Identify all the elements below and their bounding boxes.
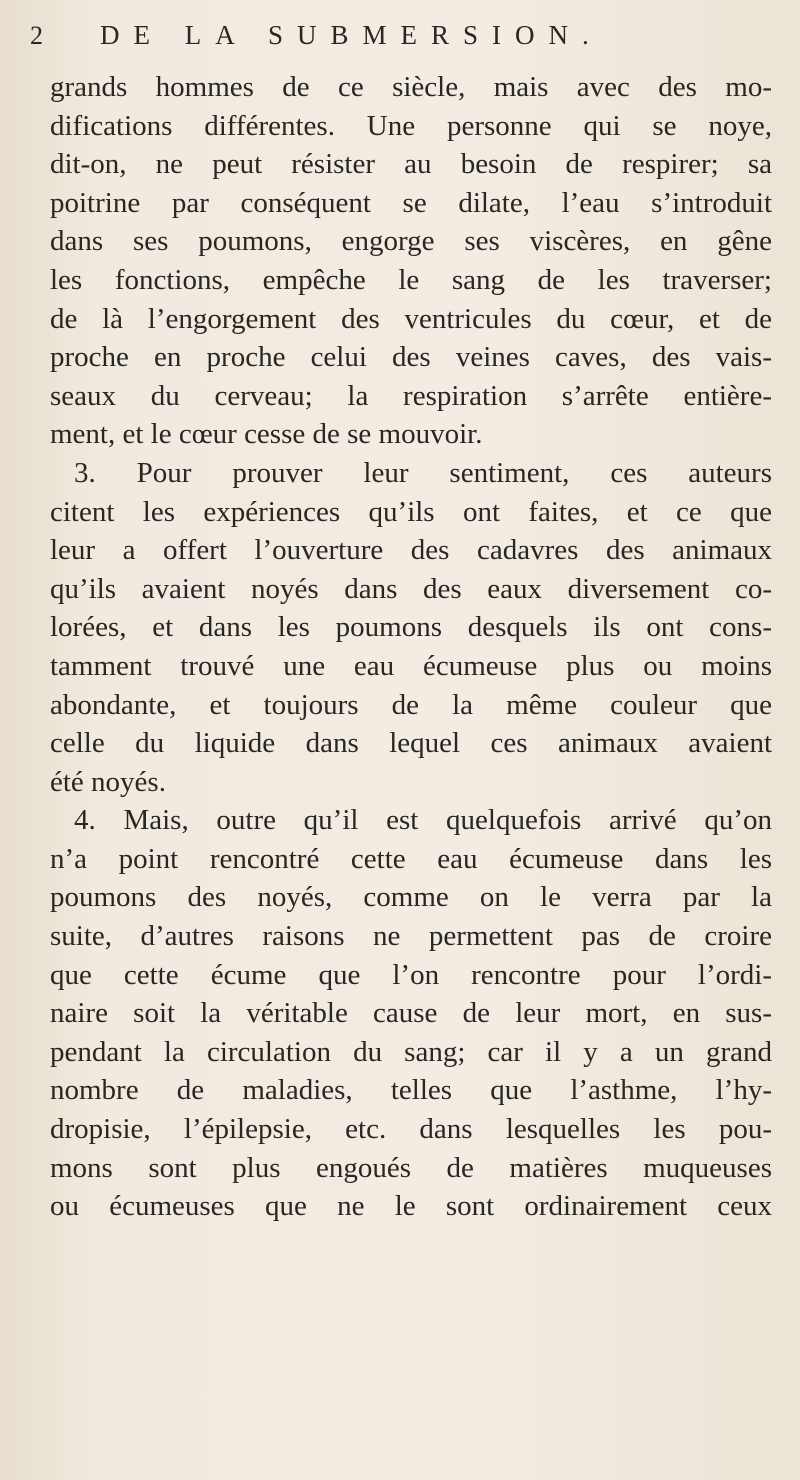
text-line: nombre de maladies, telles que l’asthme, l’hy- xyxy=(50,1074,772,1107)
text-line: n’a point rencontré cette eau écumeuse dans les xyxy=(50,842,772,875)
text-line: poumons des noyés, comme on le verra par la xyxy=(50,881,772,914)
text-line: poitrine par conséquent se dilate, l’eau s’introduit xyxy=(50,186,772,219)
text-line: celle du liquide dans lequel ces animaux avaient xyxy=(50,727,772,760)
text-line: qu’ils avaient noyés dans des eaux diversement co- xyxy=(50,572,772,605)
text-line: dans ses poumons, engorge ses viscères, en gêne xyxy=(50,225,772,258)
text-line: été noyés. xyxy=(50,765,166,798)
body-text xyxy=(50,68,772,1226)
text-line: que cette écume que l’on rencontre pour l’ordi- xyxy=(50,958,772,991)
text-line: les fonctions, empêche le sang de les traverser; xyxy=(50,263,772,296)
text-line: ou écumeuses que ne le sont ordinairement ceux xyxy=(50,1190,772,1223)
text-line: seaux du cerveau; la respiration s’arrête entière- xyxy=(50,379,772,412)
text-line: leur a offert l’ouverture des cadavres des animaux xyxy=(50,534,772,567)
paragraph-3-start: 3. Pour prouver leur sentiment, ces auteurs xyxy=(74,456,772,489)
text-line: de là l’engorgement des ventricules du cœur, et de xyxy=(50,302,772,335)
page-header xyxy=(30,20,750,60)
text-line: ment, et le cœur cesse de se mouvoir. xyxy=(50,418,483,451)
text-line: naire soit la véritable cause de leur mort, en sus- xyxy=(50,997,772,1030)
text-line: difications différentes. Une personne qui se noye, xyxy=(50,109,772,142)
text-line: tamment trouvé une eau écumeuse plus ou moins xyxy=(50,649,772,682)
text-line: mons sont plus engoués de matières muqueuses xyxy=(50,1151,772,1184)
text-line: citent les expériences qu’ils ont faites, et ce que xyxy=(50,495,772,528)
text-line: grands hommes de ce siècle, mais avec des mo- xyxy=(50,71,772,103)
text-line: proche en proche celui des veines caves, des vais- xyxy=(50,341,772,374)
paragraph-4-start: 4. Mais, outre qu’il est quelquefois arrivé qu’on xyxy=(74,804,772,837)
text-line: dit-on, ne peut résister au besoin de respirer; sa xyxy=(50,148,772,181)
running-title: DE LA SUBMERSION. xyxy=(100,20,603,50)
text-line: dropisie, l’épilepsie, etc. dans lesquelles les pou- xyxy=(50,1113,772,1146)
text-line: suite, d’autres raisons ne permettent pas de croire xyxy=(50,920,772,953)
text-line: lorées, et dans les poumons desquels ils ont cons- xyxy=(50,611,772,644)
page-number: 2 xyxy=(30,21,43,50)
text-line: abondante, et toujours de la même couleur que xyxy=(50,688,772,721)
text-line: pendant la circulation du sang; car il y a un grand xyxy=(50,1035,772,1068)
